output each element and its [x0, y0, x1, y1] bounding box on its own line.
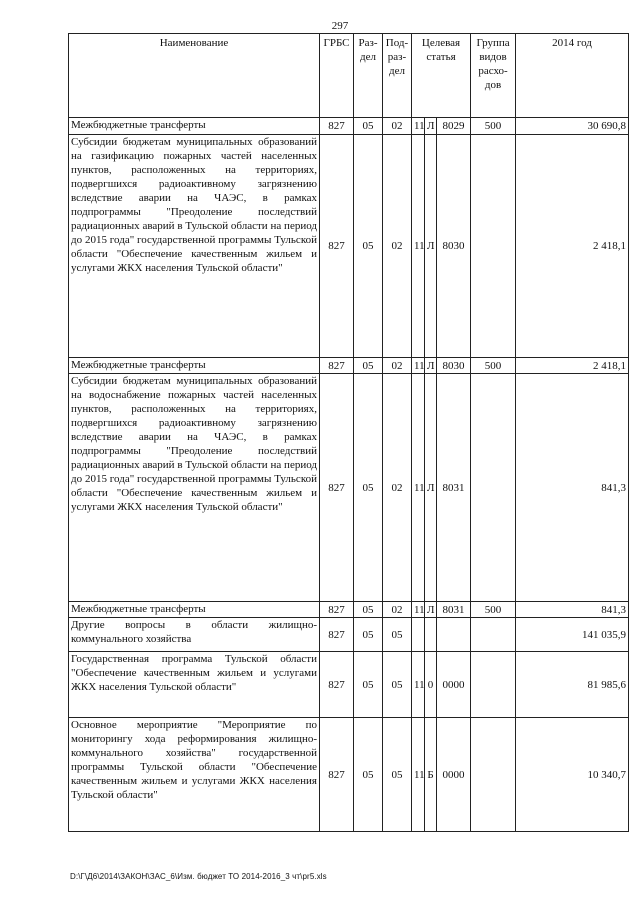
row-grbs: 827 — [320, 358, 354, 374]
row-expense-group — [471, 718, 516, 832]
header-razdel: Раз- дел — [354, 34, 383, 118]
row-amount: 2 418,1 — [516, 358, 629, 374]
row-target-3: 8029 — [437, 118, 471, 135]
row-target-3: 0000 — [437, 718, 471, 832]
row-target-2 — [425, 618, 437, 652]
row-target-2: Л — [425, 358, 437, 374]
row-name: Основное мероприятие "Мероприятие по мониторингу хода реформирования жилищно-коммунального хозяйства" государственной программы Тульской области "Обеспечение качественным жильем и услугами ЖКХ населения Тульской области" — [69, 718, 320, 832]
row-name: Межбюджетные трансферты — [69, 358, 320, 374]
table-row — [69, 718, 629, 832]
row-target-2: Б — [425, 718, 437, 832]
table-row — [69, 135, 629, 358]
row-target-1: 11 — [412, 374, 425, 602]
row-name: Субсидии бюджетам муниципальных образований на газификацию пожарных частей населенных пунктов, расположенных на территориях, подвергшихся радиоактивному загрязнению вследствие аварии на ЧАЭС, в рамках подпрограммы "Преодоление последствий радиационных аварий в Тульской области на период до 2015 года" государственной программы Тульской области "Обеспечение качественным жильем и услугами ЖКХ населения Тульской области" — [69, 135, 320, 358]
row-grbs: 827 — [320, 118, 354, 135]
header-grbs: ГРБС — [320, 34, 354, 118]
row-amount: 141 035,9 — [516, 618, 629, 652]
row-amount: 841,3 — [516, 374, 629, 602]
row-target-3: 8031 — [437, 374, 471, 602]
row-razdel: 05 — [354, 358, 383, 374]
row-target-2: Л — [425, 374, 437, 602]
row-target-3 — [437, 618, 471, 652]
row-name: Межбюджетные трансферты — [69, 118, 320, 135]
row-target-1: 11 — [412, 135, 425, 358]
row-podrazdel: 02 — [383, 358, 412, 374]
row-razdel: 05 — [354, 135, 383, 358]
row-razdel: 05 — [354, 618, 383, 652]
header-expense-group: Группа видов расхо- дов — [471, 34, 516, 118]
row-target-3: 8030 — [437, 358, 471, 374]
page-number: 297 — [331, 20, 349, 32]
row-target-2: Л — [425, 118, 437, 135]
row-grbs: 827 — [320, 135, 354, 358]
row-name: Другие вопросы в области жилищно-коммунального хозяйства — [69, 618, 320, 652]
row-razdel: 05 — [354, 718, 383, 832]
table-row — [69, 118, 629, 135]
row-target-2: 0 — [425, 652, 437, 718]
table-row — [69, 358, 629, 374]
row-grbs: 827 — [320, 652, 354, 718]
row-name: Субсидии бюджетам муниципальных образований на водоснабжение пожарных частей населенных пунктов, расположенных на территориях, подвергшихся радиоактивному загрязнению вследствие аварии на ЧАЭС, в рамках подпрограммы "Преодоление последствий радиационных аварий в Тульской области на период до 2015 года" государственной программы Тульской области "Обеспечение качественным жильем и услугами ЖКХ населения Тульской области" — [69, 374, 320, 602]
row-target-2: Л — [425, 602, 437, 618]
row-razdel: 05 — [354, 118, 383, 135]
header-year: 2014 год — [516, 34, 629, 118]
row-podrazdel: 05 — [383, 618, 412, 652]
row-target-1: 11 — [412, 602, 425, 618]
row-razdel: 05 — [354, 652, 383, 718]
row-grbs: 827 — [320, 602, 354, 618]
header-podrazdel: Под- раз- дел — [383, 34, 412, 118]
table-row — [69, 618, 629, 652]
table-row — [69, 374, 629, 602]
budget-table — [68, 33, 629, 832]
row-name: Государственная программа Тульской области "Обеспечение качественным жильем и услугами ЖКХ населения Тульской области" — [69, 652, 320, 718]
row-target-1 — [412, 618, 425, 652]
row-expense-group: 500 — [471, 358, 516, 374]
row-amount: 841,3 — [516, 602, 629, 618]
row-amount: 30 690,8 — [516, 118, 629, 135]
row-target-3: 8030 — [437, 135, 471, 358]
row-podrazdel: 05 — [383, 652, 412, 718]
row-razdel: 05 — [354, 374, 383, 602]
header-target-article: Целевая статья — [412, 34, 471, 118]
row-amount: 10 340,7 — [516, 718, 629, 832]
row-expense-group — [471, 135, 516, 358]
row-target-1: 11 — [412, 118, 425, 135]
row-expense-group — [471, 374, 516, 602]
row-amount: 81 985,6 — [516, 652, 629, 718]
row-grbs: 827 — [320, 618, 354, 652]
row-target-1: 11 — [412, 358, 425, 374]
row-expense-group — [471, 618, 516, 652]
row-target-3: 8031 — [437, 602, 471, 618]
row-target-3: 0000 — [437, 652, 471, 718]
row-podrazdel: 02 — [383, 118, 412, 135]
header-name: Наименование — [69, 34, 320, 118]
file-path-footer: D:\Г\Д6\2014\ЗАКОН\ЗАС_6\Изм. бюджет ТО 2014-2016_3 чт\pr5.xls — [70, 872, 327, 881]
row-target-2: Л — [425, 135, 437, 358]
row-podrazdel: 02 — [383, 602, 412, 618]
row-target-1: 11 — [412, 652, 425, 718]
row-razdel: 05 — [354, 602, 383, 618]
table-row — [69, 602, 629, 618]
row-expense-group — [471, 652, 516, 718]
table-row — [69, 652, 629, 718]
table-header-row — [69, 34, 629, 118]
row-target-1: 11 — [412, 718, 425, 832]
row-expense-group: 500 — [471, 118, 516, 135]
row-grbs: 827 — [320, 374, 354, 602]
row-podrazdel: 05 — [383, 718, 412, 832]
row-podrazdel: 02 — [383, 135, 412, 358]
row-name: Межбюджетные трансферты — [69, 602, 320, 618]
row-expense-group: 500 — [471, 602, 516, 618]
row-grbs: 827 — [320, 718, 354, 832]
row-amount: 2 418,1 — [516, 135, 629, 358]
row-podrazdel: 02 — [383, 374, 412, 602]
